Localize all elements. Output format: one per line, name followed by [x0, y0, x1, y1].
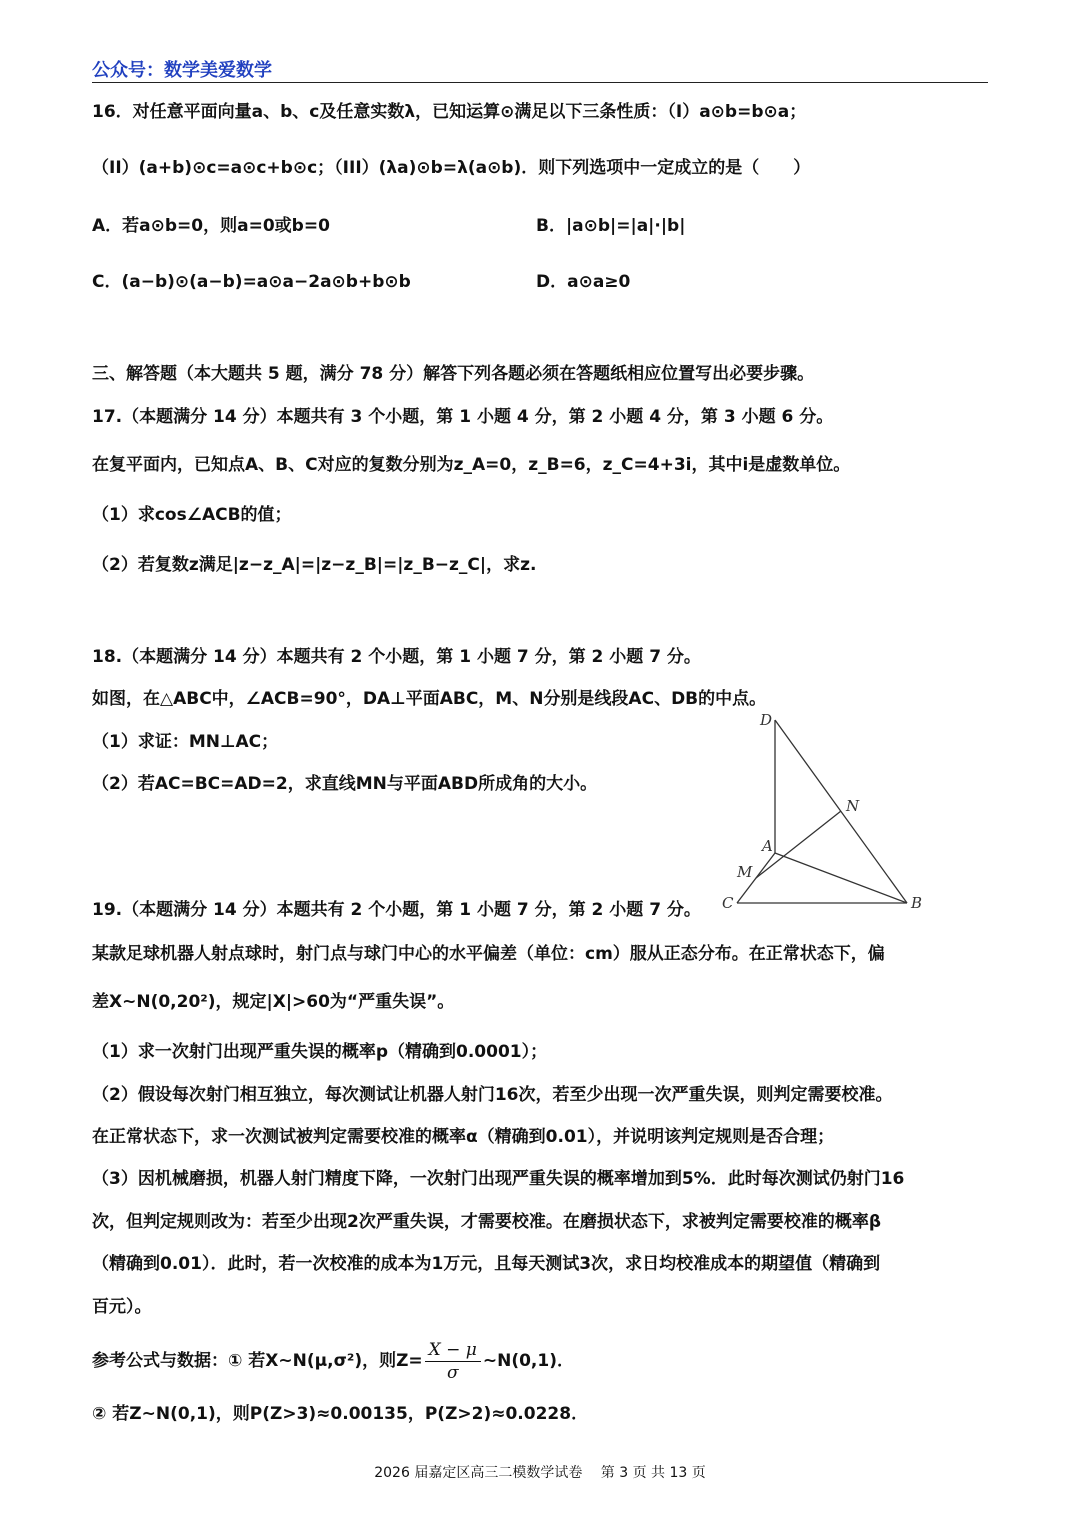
q19-part3-line3: （精确到0.01）．此时，若一次校准的成本为1万元，且每天测试3次，求日均校准成本的期望值（精确到 [92, 1254, 881, 1274]
q19-stem2: 差X~N(0,20²)，规定|X|>60为“严重失误”。 [92, 992, 455, 1012]
edge-AB [775, 853, 907, 903]
q19-reference-data: ② 若Z~N(0,1)，则P(Z>3)≈0.00135，P(Z>2)≈0.0228． [92, 1404, 589, 1424]
q16-option-a: A．若a⊙b=0，则a=0或b=0 [92, 216, 330, 236]
label-N: N [846, 797, 860, 815]
label-A: A [762, 837, 773, 855]
q19-part2-line2: 在正常状态下，求一次测试被判定需要校准的概率α（精确到0.01），并说明该判定规则是否合理； [92, 1127, 835, 1147]
standardize-fraction [425, 1339, 481, 1384]
header-divider [92, 82, 988, 83]
label-C: C [722, 894, 734, 912]
q16-option-c: C．(a−b)⊙(a−b)=a⊙a−2a⊙b+b⊙b [92, 272, 411, 292]
q18-head: 18.（本题满分 14 分）本题共有 2 个小题，第 1 小题 7 分，第 2 小题 7 分。 [92, 647, 701, 667]
section3-title: 三、解答题（本大题共 5 题，满分 78 分）解答下列各题必须在答题纸相应位置写出必要步骤。 [92, 364, 815, 384]
ref1-prefix: 参考公式与数据：① 若X~N(μ,σ²)，则Z= [92, 1351, 423, 1371]
q17-part2: （2）若复数z满足|z−z_A|=|z−z_B|=|z_B−z_C|，求z. [92, 555, 537, 575]
q18-stem: 如图，在△ABC中，∠ACB=90°，DA⊥平面ABC，M、N分别是线段AC、DB的中点。 [92, 689, 767, 709]
fraction-numerator: X − μ [425, 1339, 481, 1362]
q16-option-b: B．|a⊙b|=|a|·|b| [536, 216, 686, 236]
q19-stem1: 某款足球机器人射点球时，射门点与球门中心的水平偏差（单位：cm）服从正态分布。在正常状态下，偏 [92, 944, 885, 964]
q19-head: 19.（本题满分 14 分）本题共有 2 个小题，第 1 小题 7 分，第 2 小题 7 分。 [92, 900, 701, 920]
q16-option-d: D．a⊙a≥0 [536, 272, 631, 292]
q17-part1: （1）求cos∠ACB的值； [92, 505, 292, 525]
q19-part3-line4: 百元）。 [92, 1297, 152, 1317]
q17-stem: 在复平面内，已知点A、B、C对应的复数分别为z_A=0，z_B=6，z_C=4+3i，其中i是虚数单位。 [92, 455, 851, 475]
q18-geometry-figure [715, 705, 935, 915]
q16-line1: 16．对任意平面向量a、b、c及任意实数λ，已知运算⊙满足以下三条性质：（I）a⊙b=b⊙a； [92, 102, 807, 122]
label-D: D [760, 711, 773, 729]
page-header-title: 公众号：数学美爱数学 [92, 60, 272, 81]
q19-reference-formula [92, 1336, 574, 1386]
q16-line2: （II）(a+b)⊙c=a⊙c+b⊙c；（III）(λa)⊙b=λ(a⊙b)．则下列选项中一定成立的是（ ） [92, 158, 811, 178]
ref1-suffix: ~N(0,1)． [482, 1351, 574, 1371]
q19-part3-line2: 次，但判定规则改为：若至少出现2次严重失误，才需要校准。在磨损状态下，求被判定需要校准的概率β [92, 1212, 881, 1232]
q18-part1: （1）求证：MN⊥AC； [92, 732, 279, 752]
q19-part1: （1）求一次射门出现严重失误的概率p（精确到0.0001）； [92, 1042, 548, 1062]
q18-part2: （2）若AC=BC=AD=2，求直线MN与平面ABD所成角的大小。 [92, 774, 598, 794]
q17-head: 17.（本题满分 14 分）本题共有 3 个小题，第 1 小题 4 分，第 2 小题 4 分，第 3 小题 6 分。 [92, 407, 834, 427]
q19-part3-line1: （3）因机械磨损，机器人射门精度下降，一次射门出现严重失误的概率增加到5%．此时每次测试仍射门16 [92, 1169, 905, 1189]
fraction-denominator: σ [446, 1362, 459, 1383]
page-footer: 2026 届嘉定区高三二模数学试卷 第 3 页 共 13 页 [374, 1465, 706, 1481]
label-B: B [911, 894, 923, 912]
q19-part2-line1: （2）假设每次射门相互独立，每次测试让机器人射门16次，若至少出现一次严重失误，则判定需要校准。 [92, 1085, 893, 1105]
label-M: M [737, 863, 753, 881]
